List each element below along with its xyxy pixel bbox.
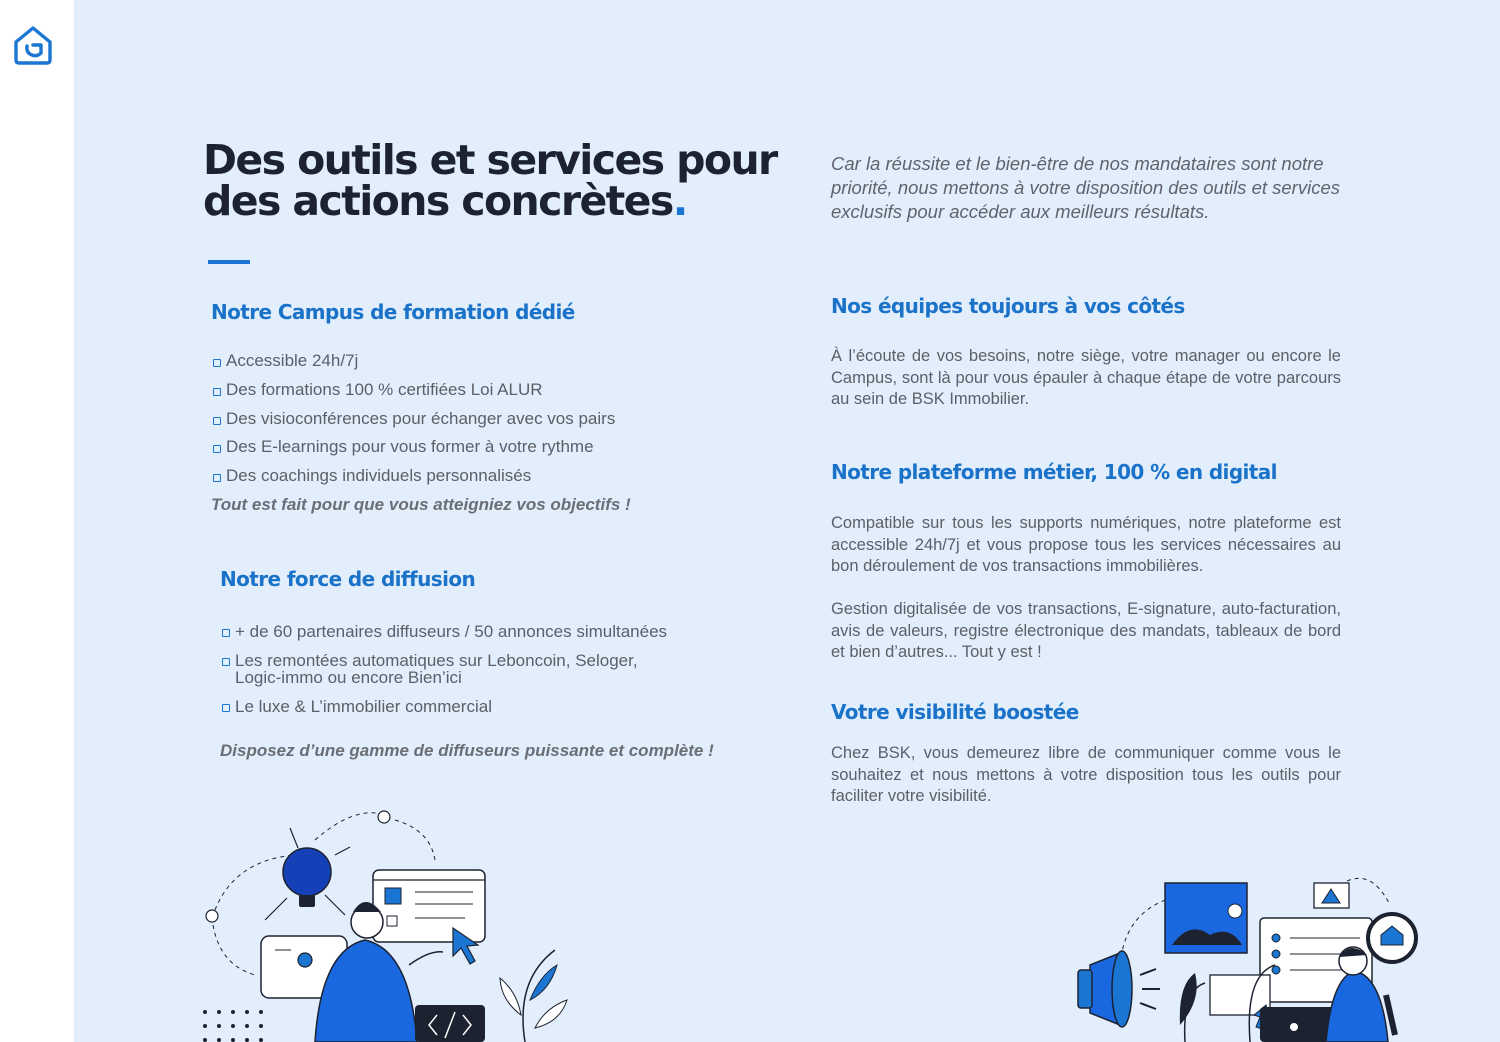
list-item: + de 60 partenaires diffuseurs / 50 annonces simultanées — [220, 623, 670, 640]
visibilite-title: Votre visibilité boostée — [831, 700, 1079, 724]
list-item: Des formations 100 % certifiées Loi ALUR — [211, 376, 731, 405]
plateforme-text-2: Gestion digitalisée de vos transactions, E-signature, auto-facturation, avis de valeurs, registre électronique des mandats, tableaux de bord et bien d’autres... Tout y est ! — [831, 600, 1341, 661]
diffusion-title: Notre force de diffusion — [220, 567, 476, 591]
visibilite-text: Chez BSK, vous demeurez libre de communiquer comme vous le souhaitez et nous mettons à votre disposition tous les outils pour faciliter votre visibilité. — [831, 744, 1341, 805]
equipes-text: À l’écoute de vos besoins, notre siège, votre manager ou encore le Campus, sont là pour vous épauler à chaque étape de votre parcours au sein de BSK Immobilier. — [831, 347, 1341, 408]
campus-title: Notre Campus de formation dédié — [211, 300, 575, 324]
sidebar — [0, 0, 74, 1042]
list-item: Le luxe & L’immobilier commercial — [220, 698, 670, 715]
house-logo-icon[interactable] — [10, 22, 56, 68]
diffusion-list — [220, 623, 670, 727]
page-title-line2: des actions concrètes — [203, 177, 673, 225]
training-illustration — [195, 800, 585, 1042]
list-item: Des coachings individuels personnalisés — [211, 462, 731, 491]
page-title — [203, 136, 803, 225]
campus-tagline: Tout est fait pour que vous atteigniez vos objectifs ! — [211, 495, 631, 514]
page-title-line1: Des outils et services pour — [203, 136, 777, 184]
title-underline — [208, 260, 250, 264]
list-item: Des visioconférences pour échanger avec vos pairs — [211, 405, 731, 434]
list-item: Accessible 24h/7j — [211, 347, 731, 376]
page-title-dot: . — [672, 177, 687, 225]
list-item: Les remontées automatiques sur Leboncoin, Seloger, Logic-immo ou encore Bien’ici — [220, 652, 670, 686]
equipes-title: Nos équipes toujours à vos côtés — [831, 294, 1185, 318]
intro-text: Car la réussite et le bien-être de nos mandataires sont notre priorité, nous mettons à votre disposition des outils et services exclusifs pour accéder aux meilleurs résultats. — [831, 153, 1340, 222]
plateforme-title: Notre plateforme métier, 100 % en digital — [831, 460, 1277, 484]
plateforme-text-1: Compatible sur tous les supports numériques, notre plateforme est accessible 24h/7j et vous propose tous les services nécessaires au bon déroulement de vos transactions immobilières. — [831, 514, 1341, 575]
diffusion-tagline: Disposez d’une gamme de diffuseurs puissante et complète ! — [220, 741, 714, 760]
marketing-illustration — [1070, 865, 1430, 1042]
list-item: Des E-learnings pour vous former à votre rythme — [211, 433, 731, 462]
campus-list — [211, 347, 731, 491]
